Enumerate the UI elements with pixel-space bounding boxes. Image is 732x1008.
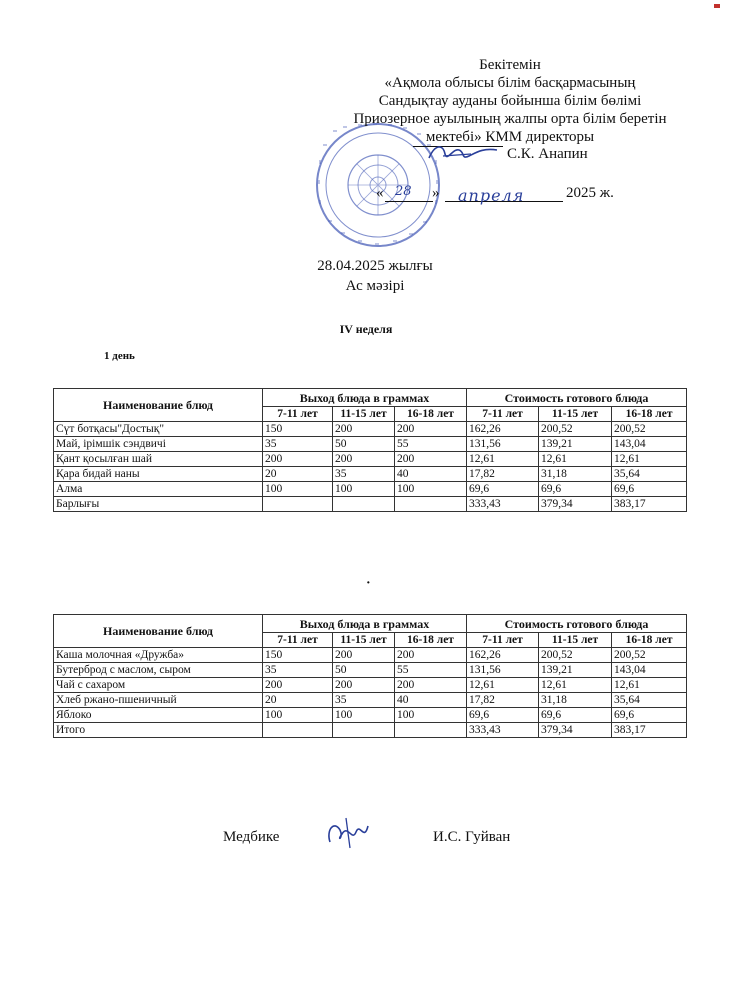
value-cell: 200,52 (539, 422, 612, 437)
value-cell: 131,56 (467, 663, 539, 678)
nurse-role: Медбике (223, 829, 280, 845)
value-cell: 69,6 (612, 708, 687, 723)
value-cell (395, 497, 467, 512)
dish-name-cell: Барлығы (54, 497, 263, 512)
date-day-line (385, 201, 433, 202)
value-cell: 333,43 (467, 723, 539, 738)
dish-name-cell: Каша молочная «Дружба» (54, 648, 263, 663)
value-cell: 200 (333, 422, 395, 437)
approval-line-4: Приозерное ауылының жалпы орта білім беретін (353, 111, 667, 127)
day-label: 1 день (104, 350, 135, 362)
value-cell: 17,82 (467, 693, 539, 708)
director-signature (425, 140, 505, 166)
approval-block (300, 56, 720, 146)
dish-name-cell: Итого (54, 723, 263, 738)
value-cell: 69,6 (539, 708, 612, 723)
header-cost: Стоимость готового блюда (467, 615, 687, 633)
value-cell: 131,56 (467, 437, 539, 452)
value-cell: 40 (395, 467, 467, 482)
value-cell: 100 (263, 708, 333, 723)
handwritten-day: 28 (395, 184, 412, 199)
value-cell: 31,18 (539, 467, 612, 482)
header-age-16-18: 16-18 лет (395, 633, 467, 648)
table-row (54, 422, 687, 437)
table-row (54, 648, 687, 663)
value-cell: 69,6 (467, 482, 539, 497)
value-cell: 143,04 (612, 663, 687, 678)
approval-line-1: Бекітемін (479, 57, 541, 73)
dish-name-cell: Қара бидай наны (54, 467, 263, 482)
value-cell: 31,18 (539, 693, 612, 708)
header-age-7-11: 7-11 лет (263, 407, 333, 422)
table-row (54, 497, 687, 512)
value-cell: 162,26 (467, 648, 539, 663)
table-row (54, 678, 687, 693)
value-cell: 200 (333, 678, 395, 693)
date-year: 2025 ж. (566, 185, 614, 201)
value-cell: 100 (395, 482, 467, 497)
value-cell: 100 (333, 482, 395, 497)
value-cell: 200 (333, 452, 395, 467)
value-cell: 12,61 (467, 452, 539, 467)
value-cell: 35 (263, 437, 333, 452)
table-row (54, 708, 687, 723)
director-name: С.К. Анапин (507, 146, 588, 162)
dish-name-cell: Хлеб ржано-пшеничный (54, 693, 263, 708)
value-cell: 150 (263, 648, 333, 663)
header-weight: Выход блюда в граммах (263, 389, 467, 407)
value-cell: 143,04 (612, 437, 687, 452)
nurse-signature (320, 812, 380, 852)
value-cell (263, 723, 333, 738)
date-quote-open: « (376, 185, 384, 201)
approval-line-3: Сандықтау ауданы бойынша білім бөлімі (378, 93, 642, 109)
value-cell: 379,34 (539, 497, 612, 512)
value-cell: 50 (333, 663, 395, 678)
value-cell: 100 (333, 708, 395, 723)
value-cell: 200 (395, 678, 467, 693)
value-cell: 55 (395, 437, 467, 452)
dish-name-cell: Чай с сахаром (54, 678, 263, 693)
table-row (54, 452, 687, 467)
value-cell: 35,64 (612, 693, 687, 708)
value-cell (263, 497, 333, 512)
value-cell: 139,21 (539, 437, 612, 452)
table-row (54, 437, 687, 452)
dish-name-cell: Май, ірімшік сэндвичі (54, 437, 263, 452)
value-cell: 150 (263, 422, 333, 437)
value-cell: 100 (395, 708, 467, 723)
value-cell: 100 (263, 482, 333, 497)
dish-name-cell: Алма (54, 482, 263, 497)
header-age-11-15: 11-15 лет (539, 633, 612, 648)
header-age-7-11: 7-11 лет (263, 633, 333, 648)
value-cell: 35 (263, 663, 333, 678)
approval-line-2: «Ақмола облысы білім басқармасының (384, 75, 636, 91)
value-cell: 162,26 (467, 422, 539, 437)
dish-name-cell: Бутерброд с маслом, сыром (54, 663, 263, 678)
menu-table-kazakh (53, 388, 687, 512)
nurse-name: И.С. Гуйван (433, 829, 511, 845)
header-age-16-18: 16-18 лет (395, 407, 467, 422)
header-dish-name: Наименование блюд (54, 615, 263, 648)
header-age-11-15: 11-15 лет (333, 633, 395, 648)
header-age-7-11: 7-11 лет (467, 407, 539, 422)
table-row (54, 482, 687, 497)
value-cell: 333,43 (467, 497, 539, 512)
value-cell: 383,17 (612, 497, 687, 512)
value-cell: 200,52 (612, 648, 687, 663)
value-cell: 12,61 (539, 678, 612, 693)
value-cell: 20 (263, 693, 333, 708)
header-weight: Выход блюда в граммах (263, 615, 467, 633)
header-age-16-18: 16-18 лет (612, 633, 687, 648)
value-cell: 20 (263, 467, 333, 482)
corner-mark (714, 4, 720, 8)
value-cell: 200,52 (539, 648, 612, 663)
table-row (54, 663, 687, 678)
dish-name-cell: Яблоко (54, 708, 263, 723)
value-cell: 200 (395, 422, 467, 437)
value-cell: 69,6 (612, 482, 687, 497)
header-age-11-15: 11-15 лет (333, 407, 395, 422)
header-cost: Стоимость готового блюда (467, 389, 687, 407)
value-cell: 35,64 (612, 467, 687, 482)
value-cell: 200 (333, 648, 395, 663)
header-age-16-18: 16-18 лет (612, 407, 687, 422)
header-dish-name: Наименование блюд (54, 389, 263, 422)
value-cell: 50 (333, 437, 395, 452)
value-cell: 12,61 (467, 678, 539, 693)
value-cell (395, 723, 467, 738)
value-cell: 40 (395, 693, 467, 708)
value-cell: 35 (333, 693, 395, 708)
date-quote-close: » (432, 185, 440, 201)
approval-line-5: мектебі» КММ директоры (425, 129, 595, 145)
document-title: Ас мәзірі (345, 278, 405, 294)
value-cell: 383,17 (612, 723, 687, 738)
value-cell: 12,61 (612, 678, 687, 693)
menu-table-russian (53, 614, 687, 738)
value-cell: 69,6 (467, 708, 539, 723)
value-cell: 12,61 (539, 452, 612, 467)
dish-name-cell: Сүт ботқасы"Достық" (54, 422, 263, 437)
value-cell: 379,34 (539, 723, 612, 738)
value-cell: 200,52 (612, 422, 687, 437)
value-cell: 200 (263, 452, 333, 467)
value-cell: 139,21 (539, 663, 612, 678)
dish-name-cell: Қант қосылған шай (54, 452, 263, 467)
handwritten-month: апреля (458, 186, 525, 205)
table-row (54, 723, 687, 738)
table-row (54, 467, 687, 482)
value-cell: 200 (395, 452, 467, 467)
value-cell: 17,82 (467, 467, 539, 482)
value-cell: 69,6 (539, 482, 612, 497)
table-row (54, 693, 687, 708)
value-cell: 12,61 (612, 452, 687, 467)
week-label: IV неделя (339, 322, 393, 336)
value-cell: 200 (263, 678, 333, 693)
value-cell (333, 723, 395, 738)
value-cell: 55 (395, 663, 467, 678)
value-cell: 200 (395, 648, 467, 663)
header-age-7-11: 7-11 лет (467, 633, 539, 648)
document-date: 28.04.2025 жылғы (317, 258, 433, 274)
value-cell: 35 (333, 467, 395, 482)
separator-dot: · (366, 576, 371, 591)
header-age-11-15: 11-15 лет (539, 407, 612, 422)
value-cell (333, 497, 395, 512)
